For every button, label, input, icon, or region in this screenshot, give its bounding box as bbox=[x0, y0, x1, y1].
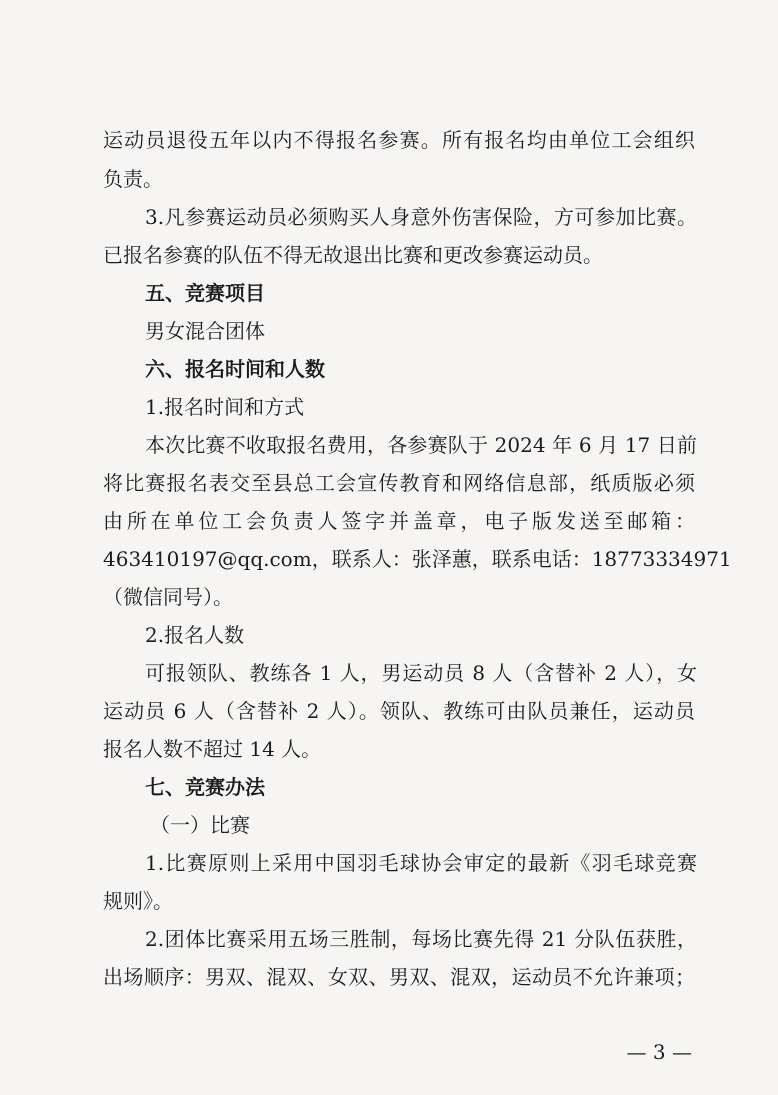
text-line: 报名人数不超过 14 人。 bbox=[103, 737, 322, 761]
section-heading: 七、竞赛办法 bbox=[145, 775, 265, 799]
text-line: 1.比赛原则上采用中国羽毛球协会审定的最新《羽毛球竞赛 bbox=[145, 851, 697, 875]
page-number: — 3 — bbox=[626, 1040, 692, 1064]
subsection-heading: 1.报名时间和方式 bbox=[145, 395, 305, 419]
text-line: 3.凡参赛运动员必须购买人身意外伤害保险，方可参加比赛。 bbox=[145, 205, 697, 229]
text-line: 2.团体比赛采用五场三胜制，每场比赛先得 21 分队伍获胜， bbox=[145, 927, 697, 951]
text-line: 已报名参赛的队伍不得无故退出比赛和更改参赛运动员。 bbox=[103, 243, 603, 267]
text-line: 本次比赛不收取报名费用，各参赛队于 2024 年 6 月 17 日前 bbox=[145, 433, 697, 457]
section-heading: 六、报名时间和人数 bbox=[145, 357, 325, 381]
text-line: 由所在单位工会负责人签字并盖章，电子版发送至邮箱： bbox=[103, 509, 695, 533]
text-line: 将比赛报名表交至县总工会宣传教育和网络信息部，纸质版必须 bbox=[103, 471, 695, 495]
text-line: 规则》。 bbox=[103, 889, 173, 913]
text-line: 男女混合团体 bbox=[145, 319, 265, 343]
text-line: 运动员退役五年以内不得报名参赛。所有报名均由单位工会组织 bbox=[103, 128, 695, 152]
text-line: 可报领队、教练各 1 人，男运动员 8 人（含替补 2 人），女 bbox=[145, 661, 697, 685]
section-heading: 五、竞赛项目 bbox=[145, 281, 265, 305]
text-line: 463410197@qq.com，联系人：张泽蕙，联系电话：18773334971 bbox=[103, 547, 732, 571]
text-line: 负责。 bbox=[103, 167, 163, 191]
text-line: （微信同号）。 bbox=[103, 585, 233, 609]
text-line: 出场顺序：男双、混双、女双、男双、混双，运动员不允许兼项； bbox=[103, 965, 695, 989]
subsection-heading: （一）比赛 bbox=[150, 813, 250, 837]
text-line: 运动员 6 人（含替补 2 人）。领队、教练可由队员兼任，运动员 bbox=[103, 699, 695, 723]
subsection-heading: 2.报名人数 bbox=[145, 623, 245, 647]
